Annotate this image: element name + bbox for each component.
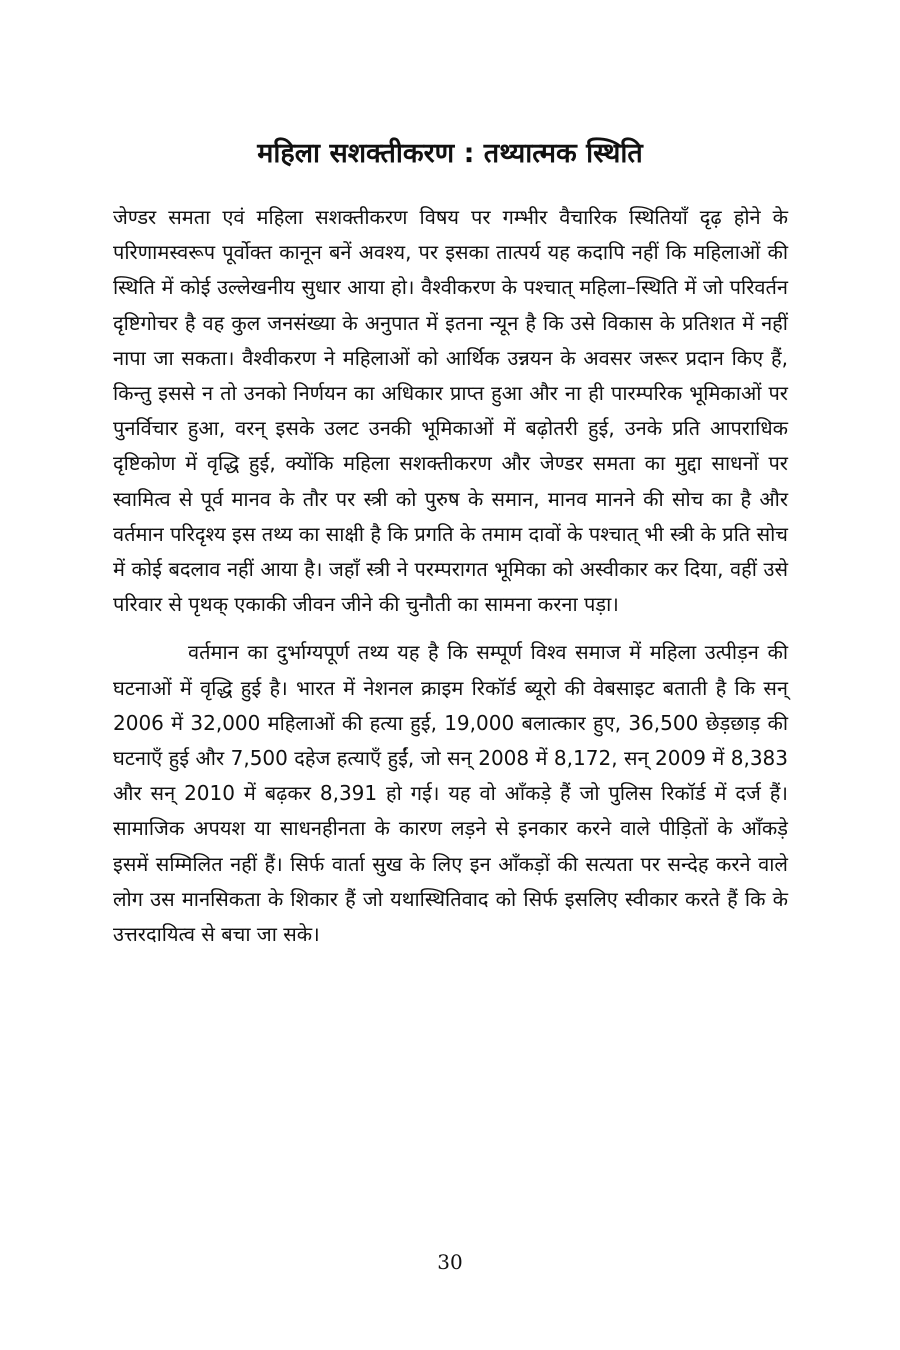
page-title: महिला सशक्तीकरण : तथ्यात्मक स्थिति [257,138,643,169]
body-text [113,200,788,952]
paragraph-1: जेण्डर समता एवं महिला सशक्तीकरण विषय पर गम्भीर वैचारिक स्थितियाँ दृढ़ होने के परिणामस्वरूप पूर्वोक्त कानून बनें अवश्य, पर इसका तात्पर्य यह कदापि नहीं कि महिलाओं की स्थिति में कोई उल्लेखनीय सुधार आया हो। वैश्वीकरण के पश्चात् महिला–स्थिति में जो परिवर्तन दृष्टिगोचर है वह कुल जनसंख्या के अनुपात में इतना न्यून है कि उसे विकास के प्रतिशत में नहीं नापा जा सकता। वैश्वीकरण ने महिलाओं को आर्थिक उन्नयन के अवसर जरूर प्रदान किए हैं, किन्तु इससे न तो उनको निर्णयन का अधिकार प्राप्त हुआ और ना ही पारम्परिक भूमिकाओं पर पुनर्विचार हुआ, वरन् इसके उलट उनकी भूमिकाओं में बढ़ोतरी हुई, उनके प्रति आपराधिक दृष्टिकोण में वृद्धि हुई, क्योंकि महिला सशक्तीकरण और जेण्डर समता का मुद्दा साधनों पर स्वामित्व से पूर्व मानव के तौर पर स्त्री को पुरुष के समान, मानव मानने की सोच का है और वर्तमान परिदृश्य इस तथ्य का साक्षी है कि प्रगति के तमाम दावों के पश्चात् भी स्त्री के प्रति सोच में कोई बदलाव नहीं आया है। जहाँ स्त्री ने परम्परागत भूमिका को अस्वीकार कर दिया, वहीं उसे परिवार से पृथक् एकाकी जीवन जीने की चुनौती का सामना करना पड़ा। [113,205,788,617]
page-number: 30 [437,1250,463,1274]
paragraph-2: वर्तमान का दुर्भाग्यपूर्ण तथ्य यह है कि सम्पूर्ण विश्व समाज में महिला उत्पीड़न की घटनाओं में वृद्धि हुई है। भारत में नेशनल क्राइम रिकॉर्ड ब्यूरो की वेबसाइट बताती है कि सन् 2006 में 32,000 महिलाओं की हत्या हुई, 19,000 बलात्कार हुए, 36,500 छेड़छाड़ की घटनाएँ हुई और 7,500 दहेज हत्याएँ हुईं, जो सन् 2008 में 8,172, सन् 2009 में 8,383 और सन् 2010 में बढ़कर 8,391 हो गई। यह वो आँकड़े हैं जो पुलिस रिकॉर्ड में दर्ज हैं। सामाजिक अपयश या साधनहीनता के कारण लड़ने से इनकार करने वाले पीड़ितों के आँकड़े इसमें सम्मिलित नहीं हैं। सिर्फ वार्ता सुख के लिए इन आँकड़ों की सत्यता पर सन्देह करने वाले लोग उस मानसिकता के शिकार हैं जो यथास्थितिवाद को सिर्फ इसलिए स्वीकार करते हैं कि के उत्तरदायित्व से बचा जा सके। [113,640,788,947]
